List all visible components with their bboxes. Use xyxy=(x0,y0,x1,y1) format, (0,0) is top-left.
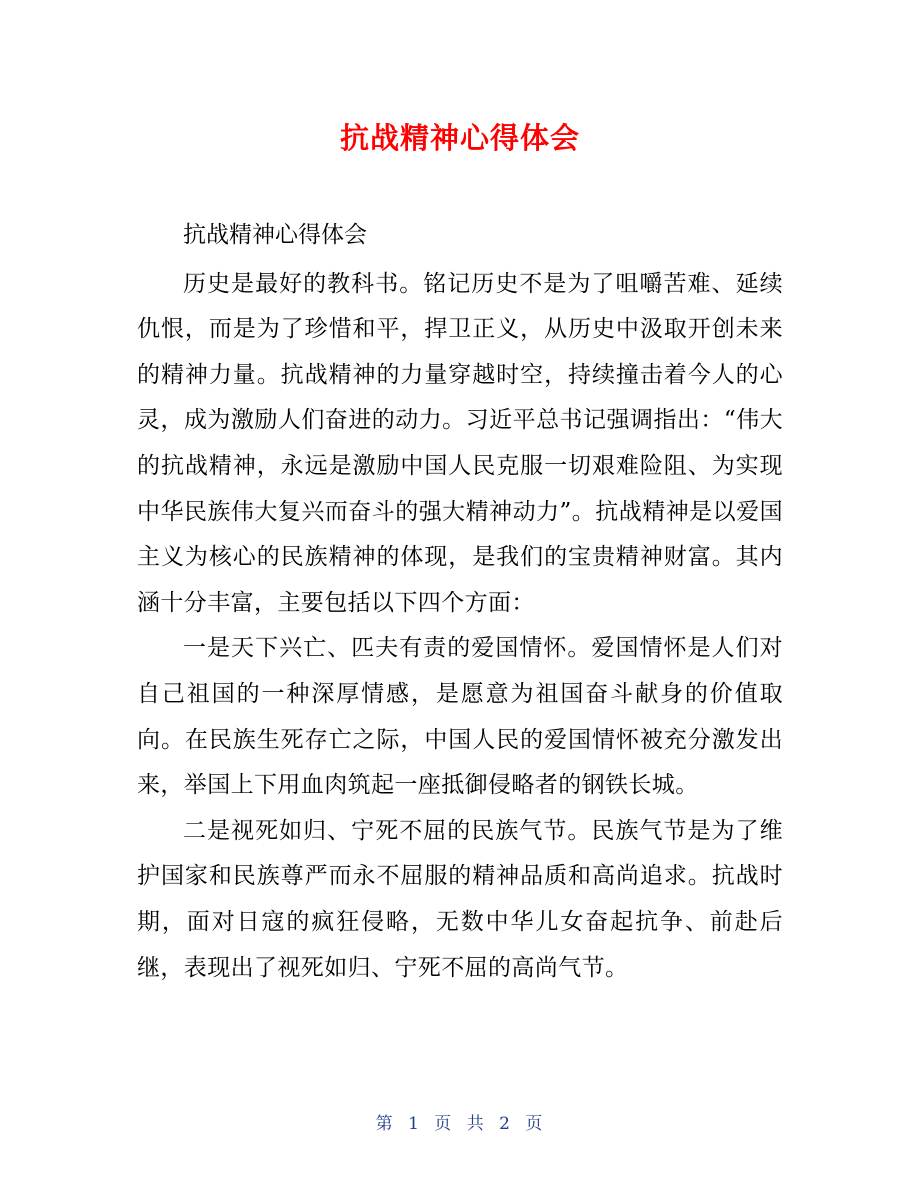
page-number-label: 第 1 页 共 2 页 xyxy=(375,1114,545,1134)
document-body xyxy=(137,213,783,991)
paragraph-history: 历史是最好的教科书。铭记历史不是为了咀嚼苦难、延续仇恨，而是为了珍惜和平，捍卫正义，从历史中汲取开创未来的精神力量。抗战精神的力量穿越时空，持续撞击着今人的心灵，成为激励人们奋进的动力。习近平总书记强调指出：“伟大的抗战精神，永远是激励中国人民克服一切艰难险阻、为实现中华民族伟大复兴而奋斗的强大精神动力”。抗战精神是以爱国主义为核心的民族精神的体现，是我们的宝贵精神财富。其内涵十分丰富，主要包括以下四个方面： xyxy=(137,270,783,616)
document-subtitle: 抗战精神心得体会 xyxy=(183,222,367,248)
document-title: 抗战精神心得体会 xyxy=(339,121,580,155)
paragraph-patriotism: 一是天下兴亡、匹夫有责的爱国情怀。爱国情怀是人们对自己祖国的一种深厚情感，是愿意为祖国奋斗献身的价值取向。在民族生死存亡之际，中国人民的爱国情怀被充分激发出来，举国上下用血肉筑起一座抵御侵略者的钢铁长城。 xyxy=(137,635,783,799)
page-footer xyxy=(0,1112,920,1136)
paragraph-national-integrity: 二是视死如归、宁死不屈的民族气节。民族气节是为了维护国家和民族尊严而永不屈服的精神品质和高尚追求。抗战时期，面对日寇的疯狂侵略，无数中华儿女奋起抗争、前赴后继，表现出了视死如归、宁死不屈的高尚气节。 xyxy=(137,817,783,981)
